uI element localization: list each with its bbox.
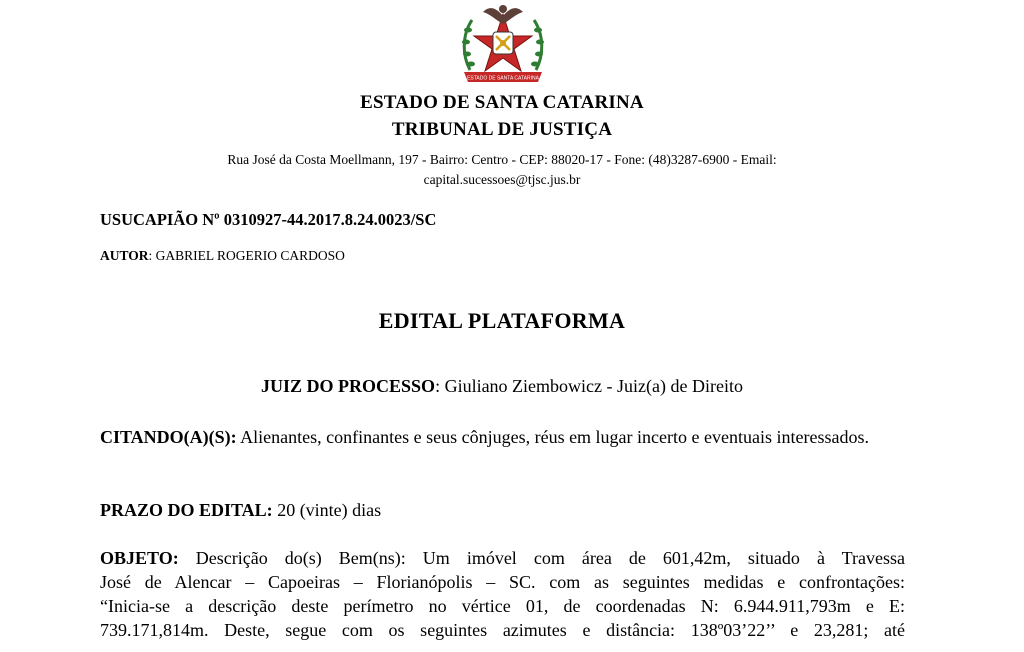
state-coat-of-arms — [458, 0, 548, 88]
judge-value: : Giuliano Ziembowicz - Juiz(a) de Direito — [435, 376, 743, 396]
citando-label: CITANDO(A)(S): — [100, 427, 237, 447]
judge-line — [0, 376, 1004, 397]
author-label: AUTOR — [100, 248, 149, 263]
objeto-line-3: “Inicia-se a descrição deste perímetro no vértice 01, de coordenadas N: 6.944.911,793m e E: — [100, 596, 905, 616]
objeto-paragraph — [100, 546, 905, 642]
court-heading: TRIBUNAL DE JUSTIÇA — [391, 119, 613, 140]
citando-paragraph — [100, 425, 905, 449]
judge-label: JUIZ DO PROCESSO — [261, 376, 436, 396]
objeto-line-1-text: Descrição do(s) Bem(ns): Um imóvel com área de 601,42m, situado à Travessa — [178, 548, 905, 568]
objeto-line-4: 739.171,814m. Deste, segue com os seguintes azimutes e distância: 138º03’22’’ e 23,281; até — [100, 620, 905, 640]
objeto-label: OBJETO: — [100, 548, 179, 568]
prazo-label: PRAZO DO EDITAL: — [100, 500, 273, 520]
document-title: EDITAL PLATAFORMA — [378, 308, 626, 333]
prazo-paragraph — [100, 498, 905, 522]
court-address — [0, 150, 1004, 190]
seal-ribbon-text: ESTADO DE SANTA CATARINA — [467, 75, 539, 82]
address-line-1: Rua José da Costa Moellmann, 197 - Bairro: Centro - CEP: 88020-17 - Fone: (48)3287-6900 - Email: — [227, 152, 777, 167]
case-number: USUCAPIÃO Nº 0310927-44.2017.8.24.0023/SC — [100, 210, 437, 229]
case-author — [100, 248, 345, 264]
state-heading: ESTADO DE SANTA CATARINA — [360, 92, 644, 113]
objeto-line-2: José de Alencar – Capoeiras – Florianópolis – SC. com as seguintes medidas e confrontações: — [100, 572, 905, 592]
author-name: : GABRIEL ROGERIO CARDOSO — [148, 248, 345, 263]
prazo-value: 20 (vinte) dias — [272, 500, 382, 520]
address-email: capital.sucessoes@tjsc.jus.br — [423, 172, 581, 187]
objeto-line-1 — [100, 546, 905, 570]
citando-value: Alienantes, confinantes e seus cônjuges, réus em lugar incerto e eventuais interessados. — [236, 427, 869, 447]
